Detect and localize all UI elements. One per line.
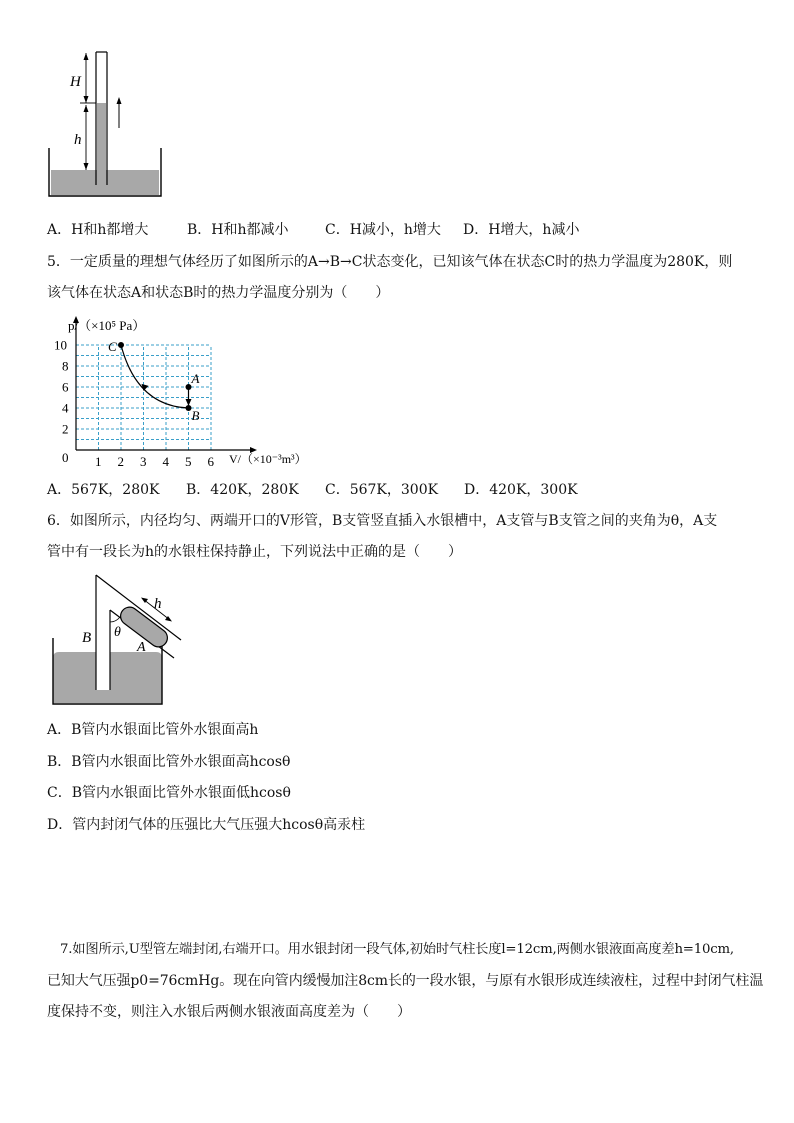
q6-stem-line1: 6．如图所示，内径均匀、两端开口的V形管，B支管竖直插入水银槽中，A支管与B支管之间的夹角为θ，A支 <box>47 513 718 529</box>
x-tick-label: 4 <box>162 454 169 469</box>
q5-option-c[interactable]: C．567K，300K <box>325 482 439 498</box>
q5-option-a[interactable]: A．567K，280K <box>47 482 160 498</box>
q7-stem-line2: 已知大气压强p0=76cmHg。现在向管内缓慢加注8cm长的一段水银，与原有水银形成连续液柱，过程中封闭气柱温 <box>47 973 764 989</box>
q5-option-d[interactable]: D．420K，300K <box>464 482 578 498</box>
q6-option-a[interactable]: A．B管内水银面比管外水银面高h <box>47 722 259 738</box>
arrow-AB <box>186 399 192 406</box>
y-tick-label: 10 <box>54 337 67 353</box>
y-tick-label: 6 <box>62 379 69 395</box>
q5-stem-line1: 5．一定质量的理想气体经历了如图所示的A→B→C状态变化，已知该气体在状态C时的热力学温度为280K，则 <box>47 254 733 270</box>
q6-option-d[interactable]: D．管内封闭气体的压强比大气压强大hcosθ高汞柱 <box>47 817 366 833</box>
state-label-A: A <box>191 371 200 386</box>
q5-stem-line2: 该气体在状态A和状态B时的热力学温度分别为（ ） <box>47 285 390 301</box>
q5-options <box>47 480 578 500</box>
q6-option-b[interactable]: B．B管内水银面比管外水银面高hcosθ <box>47 754 291 770</box>
q5-option-b[interactable]: B．420K，280K <box>186 482 299 498</box>
q7-stem-line1: 7.如图所示,U型管左端封闭,右端开口。用水银封闭一段气体,初始时气柱长度l=12cm,两侧水银液面高度差h=10cm, <box>60 942 734 957</box>
x-tick-label: 5 <box>185 454 192 469</box>
q4-option-d[interactable]: D．H增大，h减小 <box>463 222 580 238</box>
q4-option-a[interactable]: A．H和h都增大 <box>47 222 149 238</box>
label-theta: θ <box>114 625 121 640</box>
label-h: h <box>154 596 162 612</box>
q6-stem-line2: 管中有一段长为h的水银柱保持静止，下列说法中正确的是（ ） <box>47 544 463 560</box>
q6-option-c[interactable]: C．B管内水银面比管外水银面低hcosθ <box>47 785 291 801</box>
origin-label: 0 <box>62 450 69 465</box>
figure-tube-in-trough <box>40 48 170 198</box>
x-tick-label: 6 <box>207 454 214 469</box>
state-label-C: C <box>108 339 117 354</box>
state-label-B: B <box>191 408 200 423</box>
mercury-column <box>97 103 106 185</box>
label-h: h <box>74 132 82 148</box>
figure-v-tube <box>44 570 194 710</box>
q4-option-c[interactable]: C．H减小，h增大 <box>325 222 441 238</box>
label-H: H <box>70 74 81 90</box>
x-tick-label: 3 <box>140 454 147 469</box>
y-tick-label: 2 <box>62 421 69 437</box>
y-axis-label: p/（×10⁵ Pa） <box>68 318 146 333</box>
y-tick-label: 4 <box>62 400 69 416</box>
label-A: A <box>137 640 146 655</box>
state-point-C <box>118 342 124 348</box>
q4-option-b[interactable]: B．H和h都减小 <box>187 222 289 238</box>
x-tick-label: 1 <box>95 454 102 469</box>
y-tick-label: 8 <box>62 358 69 374</box>
x-tick-label: 2 <box>117 454 124 469</box>
label-B: B <box>82 630 92 646</box>
x-axis-label: V/（×10⁻³m³） <box>229 452 307 466</box>
q7-stem-line3: 度保持不变，则注入水银后两侧水银液面高度差为（ ） <box>47 1004 411 1020</box>
q4-options <box>47 220 579 240</box>
pv-chart <box>40 312 320 472</box>
